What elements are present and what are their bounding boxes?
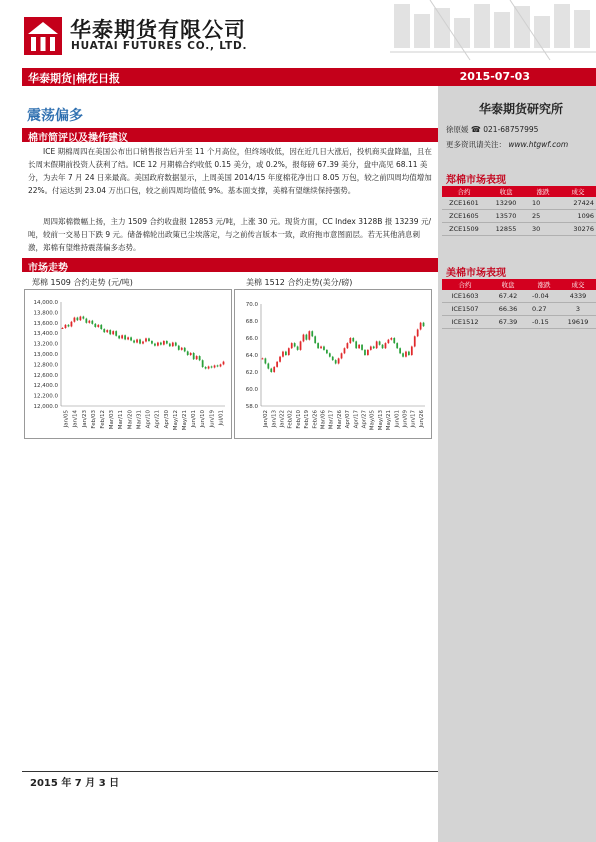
x-tick-label: Jun/01 xyxy=(394,410,401,428)
y-tick-label: 13,400.0 xyxy=(33,331,58,338)
candle-body xyxy=(217,365,219,366)
y-tick-label: 58.0 xyxy=(245,404,258,410)
y-tick-label: 64.0 xyxy=(245,353,258,359)
website-link[interactable]: www.htgwf.com xyxy=(508,140,569,149)
candle-body xyxy=(349,338,351,343)
candle-body xyxy=(199,356,201,360)
candle-body xyxy=(320,347,322,349)
candle-body xyxy=(190,353,192,355)
x-tick-label: Jan/05 xyxy=(63,410,70,428)
candle-body xyxy=(121,335,123,338)
candle-body xyxy=(414,336,416,346)
candle-body xyxy=(214,365,216,367)
candle-body xyxy=(97,325,99,327)
candle-body xyxy=(294,343,296,346)
candle-body xyxy=(338,358,340,363)
x-tick-label: Apr/30 xyxy=(163,410,170,429)
report-name: 华泰期货|棉花日报 xyxy=(28,72,121,85)
y-tick-label: 12,600.0 xyxy=(33,372,58,379)
report-date: 2015-07-03 xyxy=(459,70,530,83)
candle-body xyxy=(112,331,114,334)
candle-body xyxy=(62,328,64,329)
x-tick-label: Mar/31 xyxy=(136,410,143,430)
candle-body xyxy=(77,318,79,321)
table-cell: 27424 xyxy=(560,197,596,210)
table-cell: 10 xyxy=(526,197,560,210)
table-cell: 66.36 xyxy=(488,303,528,316)
candle-body xyxy=(282,352,284,357)
candle-body xyxy=(157,343,159,346)
candle-body xyxy=(311,331,313,336)
table-cell: -0.04 xyxy=(528,290,560,303)
x-tick-label: Jul/01 xyxy=(218,410,225,426)
y-tick-label: 60.0 xyxy=(245,387,258,393)
candle-body xyxy=(71,322,73,327)
table-cell: 19619 xyxy=(560,316,596,329)
page-title: 震荡偏多 xyxy=(27,108,83,124)
candle-body xyxy=(273,367,275,372)
table-header-cell: 成交 xyxy=(560,186,596,197)
x-tick-label: May/13 xyxy=(377,410,384,431)
x-tick-label: Apr/07 xyxy=(345,410,352,429)
candle-body xyxy=(390,338,392,340)
candle-body xyxy=(163,341,165,345)
x-tick-label: Jun/10 xyxy=(200,410,207,428)
x-tick-label: Jun/19 xyxy=(209,410,216,428)
candle-body xyxy=(396,343,398,348)
candle-body xyxy=(420,323,422,330)
table-cell: -0.15 xyxy=(528,316,560,329)
table-cell: 67.39 xyxy=(488,316,528,329)
x-tick-label: Jun/26 xyxy=(418,410,425,428)
candle-body xyxy=(136,339,138,342)
y-tick-label: 12,400.0 xyxy=(33,383,58,390)
report-header-bar xyxy=(22,68,596,86)
candle-body xyxy=(393,338,395,343)
x-tick-label: Feb/10 xyxy=(295,410,302,429)
candle-body xyxy=(358,345,360,348)
candle-body xyxy=(262,358,264,359)
candle-body xyxy=(367,350,369,355)
candle-body xyxy=(74,318,76,322)
y-tick-label: 66.0 xyxy=(245,336,258,342)
candle-body xyxy=(399,348,401,353)
analyst-name: 徐原媛 xyxy=(446,125,469,134)
table-row xyxy=(442,290,596,303)
candle-body xyxy=(151,341,153,344)
table-cell: 13290 xyxy=(486,197,526,210)
candle-body xyxy=(145,338,147,341)
candle-body xyxy=(402,353,404,356)
huatai-logo-icon xyxy=(24,17,62,55)
x-tick-label: Jun/09 xyxy=(402,410,409,428)
x-tick-label: Mar/06 xyxy=(320,410,327,430)
candle-body xyxy=(411,347,413,356)
candle-body xyxy=(154,344,156,346)
x-tick-label: Jun/17 xyxy=(410,410,417,428)
zhengmian-table xyxy=(442,186,596,236)
candle-body xyxy=(352,338,354,341)
candle-body xyxy=(127,337,129,339)
zhengmian-section-title: 郑棉市场表现 xyxy=(446,175,506,186)
x-tick-label: Jan/14 xyxy=(72,410,79,428)
table-cell: 30276 xyxy=(560,223,596,236)
x-tick-label: Mar/20 xyxy=(127,410,134,430)
candle-body xyxy=(388,340,390,343)
y-tick-label: 13,800.0 xyxy=(33,310,58,317)
mei-candlestick-chart xyxy=(235,290,431,438)
candle-body xyxy=(202,360,204,367)
table-header-row xyxy=(442,279,596,290)
candle-body xyxy=(265,358,267,363)
candle-body xyxy=(382,345,384,348)
x-tick-label: May/12 xyxy=(172,410,179,431)
meimian-table xyxy=(442,279,596,329)
candle-body xyxy=(267,364,269,369)
candle-body xyxy=(166,341,168,344)
candle-body xyxy=(196,356,198,359)
candle-body xyxy=(276,362,278,367)
y-tick-label: 13,200.0 xyxy=(33,341,58,348)
candle-body xyxy=(317,343,319,348)
y-tick-label: 12,200.0 xyxy=(33,393,58,400)
candle-body xyxy=(314,336,316,343)
x-tick-label: May/05 xyxy=(369,410,376,431)
x-tick-label: Mar/11 xyxy=(118,410,125,430)
mei-chart-frame xyxy=(234,289,432,439)
candle-body xyxy=(124,335,126,339)
x-tick-label: Feb/26 xyxy=(312,410,319,429)
candle-body xyxy=(408,352,410,355)
x-tick-label: Feb/03 xyxy=(90,410,97,429)
candle-body xyxy=(178,346,180,350)
table-cell: 1096 xyxy=(560,210,596,223)
table-cell: ZCE1605 xyxy=(442,210,486,223)
candle-body xyxy=(133,340,135,342)
candle-body xyxy=(376,341,378,348)
institute-name: 华泰期货研究所 xyxy=(478,102,563,116)
candle-body xyxy=(329,353,331,356)
candle-body xyxy=(100,325,102,329)
more-info-label: 更多资讯请关注： xyxy=(446,140,506,149)
candle-body xyxy=(208,366,210,368)
x-tick-label: Jan/13 xyxy=(271,410,278,428)
table-cell: 67.42 xyxy=(488,290,528,303)
candle-body xyxy=(291,343,293,348)
table-row xyxy=(442,316,596,329)
candle-body xyxy=(106,330,108,332)
candle-body xyxy=(172,343,174,347)
x-tick-label: May/21 xyxy=(386,410,393,431)
candle-body xyxy=(405,352,407,357)
table-cell: 25 xyxy=(526,210,560,223)
more-info-line xyxy=(446,139,568,150)
candle-body xyxy=(332,357,334,360)
candle-body xyxy=(306,335,308,340)
candle-body xyxy=(341,353,343,358)
table-row xyxy=(442,223,596,236)
x-tick-label: Apr/10 xyxy=(145,410,152,429)
x-tick-label: Apr/21 xyxy=(154,410,161,429)
table-header-cell: 收盘 xyxy=(486,186,526,197)
commentary-section-bar xyxy=(22,128,438,142)
candle-body xyxy=(270,369,272,372)
commentary-paragraph-2: 周四郑棉微幅上扬，主力 1509 合约收盘报 12853 元/吨，上涨 30 元。现货方面，CC Index 3128B 报 13239 元/吨，较前一交易日下跌 9 元。储备棉轮出政策已尘埃落定，与之前传言版本一致，政府拖市意图面层。若无其他消息刺激，郑棉有望维持震荡偏多态势。 xyxy=(28,217,431,252)
y-tick-label: 12,800.0 xyxy=(33,362,58,369)
analyst-phone: 021-68757995 xyxy=(483,125,539,134)
candle-body xyxy=(370,347,372,350)
footer-date: 2015 年 7 月 3 日 xyxy=(30,778,120,789)
candle-body xyxy=(169,344,171,347)
candle-body xyxy=(103,329,105,332)
company-name-en: HUATAI FUTURES CO., LTD. xyxy=(71,40,248,52)
candle-body xyxy=(361,345,363,350)
commentary-section-title: 棉市简评以及操作建议 xyxy=(28,133,128,144)
candle-body xyxy=(220,364,222,366)
candle-body xyxy=(79,317,81,321)
candle-body xyxy=(65,325,67,328)
candle-body xyxy=(335,360,337,363)
candle-body xyxy=(323,347,325,350)
table-row xyxy=(442,210,596,223)
x-tick-label: Feb/12 xyxy=(100,410,106,429)
candle-body xyxy=(300,341,302,350)
x-tick-label: May/21 xyxy=(182,410,188,431)
zheng-candlestick-chart xyxy=(25,290,231,438)
candle-body xyxy=(82,317,84,319)
table-cell: ICE1507 xyxy=(442,303,488,316)
x-tick-label: Feb/19 xyxy=(304,410,311,429)
table-header-cell: 合约 xyxy=(442,279,488,290)
y-tick-label: 13,000.0 xyxy=(33,352,58,358)
table-header-cell: 合约 xyxy=(442,186,486,197)
footer-divider xyxy=(22,771,438,772)
candle-body xyxy=(211,366,213,367)
x-tick-label: Apr/27 xyxy=(361,410,368,429)
candle-body xyxy=(288,348,290,355)
table-header-cell: 涨跌 xyxy=(528,279,560,290)
candle-body xyxy=(109,330,111,334)
table-cell: ZCE1601 xyxy=(442,197,486,210)
candle-body xyxy=(130,337,132,340)
candle-body xyxy=(355,341,357,348)
table-header-cell: 收盘 xyxy=(488,279,528,290)
candle-body xyxy=(279,357,281,362)
y-tick-label: 62.0 xyxy=(245,370,258,376)
header-decoration xyxy=(330,0,596,62)
y-tick-label: 12,000.0 xyxy=(33,404,58,410)
candle-body xyxy=(379,341,381,344)
table-row xyxy=(442,303,596,316)
x-tick-label: Jan/23 xyxy=(81,410,88,428)
candle-body xyxy=(326,350,328,353)
y-tick-label: 70.0 xyxy=(245,302,258,308)
candle-body xyxy=(347,343,349,348)
table-cell: 13570 xyxy=(486,210,526,223)
meimian-section-title: 美棉市场表现 xyxy=(446,268,506,279)
candle-body xyxy=(88,321,90,323)
table-row xyxy=(442,197,596,210)
candle-body xyxy=(181,348,183,350)
candle-body xyxy=(417,330,419,337)
table-header-row xyxy=(442,186,596,197)
candle-body xyxy=(142,342,144,344)
candle-body xyxy=(303,335,305,342)
y-tick-label: 68.0 xyxy=(245,319,258,325)
candle-body xyxy=(344,348,346,353)
x-tick-label: Mar/17 xyxy=(328,410,335,430)
candle-body xyxy=(373,347,375,349)
x-tick-label: Jan/22 xyxy=(279,410,286,428)
table-cell: ZCE1509 xyxy=(442,223,486,236)
candle-body xyxy=(193,353,195,359)
zheng-chart-title: 郑棉 1509 合约走势 (元/吨) xyxy=(32,278,133,287)
commentary-paragraph-1: ICE 期棉周四在美国公布出口销售报告后升至 11 个月高位，但终场收低，因在近几日大涨后，投机商买盘降温，且在长周末假期前投资人获利了结。ICE 12 月期棉合约收低 0.15 美分，或 0.2%，报每磅 67.39 美分，盘中高见 68.11 美分，为去年 7 月 24 日来最高。美国政府数据显示，上周美国 2014/15 年度棉花净出口 8.05 万包，较之前四周均值增加 22%。付运达到 23.04 万出口包，较之前四周均值低 9%。基本面支撑，美棉有望继续保持强势。 xyxy=(28,147,432,195)
phone-icon: ☎ xyxy=(470,125,481,134)
market-section-title: 市场走势 xyxy=(28,263,68,274)
table-cell: 30 xyxy=(526,223,560,236)
candle-body xyxy=(91,321,93,324)
candle-body xyxy=(184,348,186,352)
candle-body xyxy=(94,324,96,327)
candle-body xyxy=(118,336,120,339)
table-header-cell: 涨跌 xyxy=(526,186,560,197)
market-section-bar xyxy=(22,258,438,272)
analyst-contact xyxy=(446,124,538,135)
mei-chart-title: 美棉 1512 合约走势(美分/磅) xyxy=(246,278,353,287)
x-tick-label: Feb/02 xyxy=(287,410,294,429)
candle-body xyxy=(423,323,425,326)
candle-body xyxy=(385,343,387,348)
table-cell: 4339 xyxy=(560,290,596,303)
candle-body xyxy=(308,331,310,340)
x-tick-label: Apr/17 xyxy=(353,410,360,429)
table-cell: 3 xyxy=(560,303,596,316)
y-tick-label: 14,000.0 xyxy=(33,300,58,306)
x-tick-label: Mar/26 xyxy=(336,410,343,430)
y-tick-label: 13,600.0 xyxy=(33,320,58,327)
zheng-chart-frame xyxy=(24,289,232,439)
x-tick-label: Jun/01 xyxy=(191,410,198,428)
candle-body xyxy=(297,347,299,350)
candle-body xyxy=(175,343,177,346)
x-tick-label: Jan/02 xyxy=(263,410,270,428)
table-cell: ICE1512 xyxy=(442,316,488,329)
candle-body xyxy=(364,350,366,355)
candle-body xyxy=(68,325,70,327)
candle-body xyxy=(85,319,87,323)
candle-body xyxy=(160,343,162,345)
table-cell: ICE1603 xyxy=(442,290,488,303)
candle-body xyxy=(187,351,189,355)
candle-body xyxy=(205,367,207,369)
table-cell: 0.27 xyxy=(528,303,560,316)
candle-body xyxy=(148,338,150,341)
candle-body xyxy=(285,352,287,355)
x-tick-label: Mar/03 xyxy=(109,410,116,430)
table-header-cell: 成交 xyxy=(560,279,596,290)
candle-body xyxy=(139,339,141,343)
candle-body xyxy=(223,362,225,365)
candle-body xyxy=(115,331,117,336)
table-cell: 12855 xyxy=(486,223,526,236)
company-name-cn: 华泰期货有限公司 xyxy=(70,18,246,42)
